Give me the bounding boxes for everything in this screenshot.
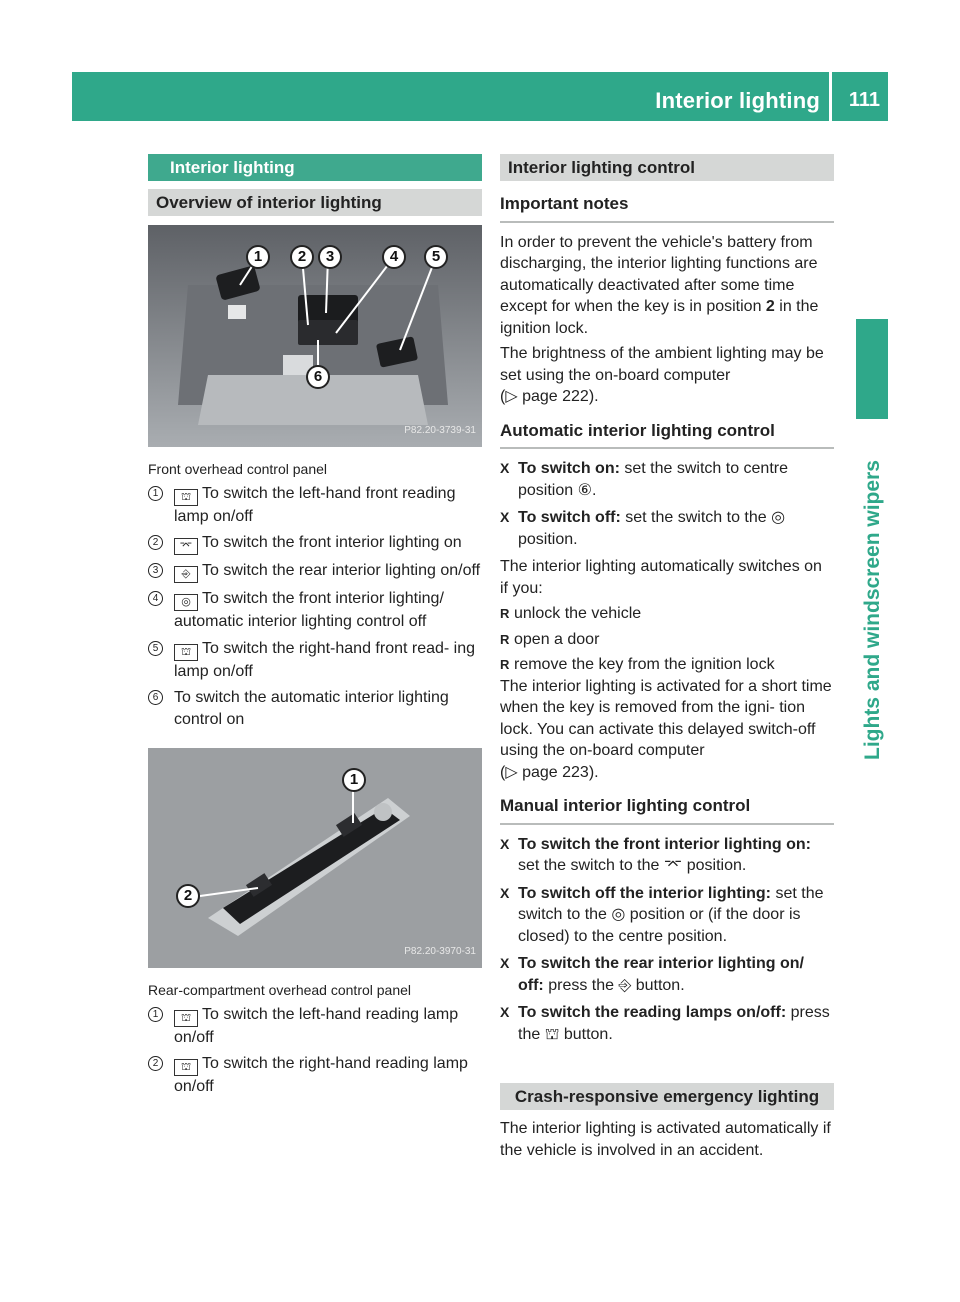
- callout-5: 5: [424, 245, 448, 269]
- step-item: X To switch the reading lamps on/off: press the ⛫ button.: [500, 1004, 830, 1043]
- page-header: [72, 72, 888, 121]
- callout-2: 2: [290, 245, 314, 269]
- front-overhead-panel-photo: [148, 225, 482, 447]
- callout-1: 1: [246, 245, 270, 269]
- rear-overhead-panel-photo: [148, 748, 482, 968]
- important-paragraph-2: The brightness of the ambient lighting may be set using the on-board computer (▷ page 222).: [500, 345, 824, 405]
- legend-item: 5 ⛫ To switch the right-hand front read- ing lamp on/off: [148, 638, 482, 683]
- callout-3: 3: [318, 245, 342, 269]
- photo-code: P82.20-3739-31: [404, 424, 476, 436]
- page-reference-link[interactable]: (▷ page 223).: [500, 763, 599, 781]
- reading-lamp-icon: ⛫: [174, 489, 198, 506]
- page-reference-link[interactable]: (▷ page 222).: [500, 388, 599, 405]
- important-paragraph-1: In order to prevent the vehicle's battery from discharging, the interior lighting functions are automatically deactivated after some time except for when the key is in position 2 in the ignition lock.: [500, 233, 819, 337]
- auto-paragraph-2: The interior lighting is activated for a short time when the key is removed from the igni- tion lock. You can activate this delayed switch-off using the on-board computer (▷ page 223).: [500, 677, 832, 781]
- legend-front-panel: [148, 483, 482, 731]
- step-item: X To switch off: set the switch to the ◎ position.: [500, 509, 786, 548]
- right-column: [500, 154, 834, 1161]
- step-item: X To switch off the interior lighting: set the switch to the ◎ position or (if the door is closed) to the centre position.: [500, 884, 824, 945]
- chapter-label: Lights and windscreen wipers: [861, 460, 884, 760]
- legend-item: 1 ⛫ To switch the left-hand reading lamp on/off: [148, 1004, 482, 1049]
- light-off-icon: ◎: [174, 594, 198, 611]
- step-item: X To switch the front interior lighting on: set the switch to the ⌤ position.: [500, 835, 811, 874]
- callout-6: 6: [306, 365, 330, 389]
- chapter-tab: [856, 319, 888, 419]
- legend-item: 2 ⛫ To switch the right-hand reading lamp on/off: [148, 1053, 482, 1098]
- step-item: X To switch on: set the switch to centre position ⑥.: [500, 460, 788, 499]
- section-title-interior-lighting: Interior lighting: [148, 154, 482, 181]
- reading-lamp-icon: ⛫: [174, 1059, 198, 1076]
- heading-automatic-control: Automatic interior lighting control: [500, 420, 834, 450]
- subsection-title-overview: Overview of interior lighting: [148, 189, 482, 216]
- legend-item: 2 ⌤ To switch the front interior lighting on: [148, 532, 482, 555]
- rear-light-icon: ⎆: [174, 566, 198, 583]
- bullet-item: R remove the key from the ignition lock: [500, 656, 775, 673]
- callout-1: 1: [342, 768, 366, 792]
- legend-item: 3 ⎆ To switch the rear interior lighting on/off: [148, 560, 482, 583]
- caption-rear-panel: Rear-compartment overhead control panel: [148, 982, 412, 998]
- reading-lamp-icon: ⛫: [174, 1010, 198, 1027]
- callout-2: 2: [176, 884, 200, 908]
- photo-code: P82.20-3970-31: [404, 945, 476, 957]
- heading-manual-control: Manual interior lighting control: [500, 795, 834, 825]
- legend-item: 6 To switch the automatic interior lighting control on: [148, 687, 482, 730]
- bullet-item: R open a door: [500, 630, 600, 648]
- left-column: [148, 154, 482, 1098]
- caption-front-panel: Front overhead control panel: [148, 461, 327, 477]
- legend-item: 4 ◎ To switch the front interior lighting/ automatic interior lighting control off: [148, 588, 482, 633]
- rear-panel-illustration: [148, 748, 482, 968]
- legend-item: 1 ⛫ To switch the left-hand front reading lamp on/off: [148, 483, 482, 528]
- reading-lamp-icon: ⛫: [174, 644, 198, 661]
- header-separator: [829, 72, 832, 121]
- header-title: Interior lighting: [655, 88, 820, 113]
- step-item: X To switch the rear interior lighting on/ off: press the ⎆ button.: [500, 955, 804, 994]
- heading-important-notes: Important notes: [500, 193, 834, 223]
- crash-paragraph: The interior lighting is activated automatically if the vehicle is involved in an accident.: [500, 1120, 831, 1159]
- legend-rear-panel: [148, 1004, 482, 1098]
- bullet-item: R unlock the vehicle: [500, 605, 642, 622]
- section-title-crash-lighting: Crash-responsive emergency lighting: [500, 1083, 834, 1110]
- callout-4: 4: [382, 245, 406, 269]
- section-title-interior-lighting-control: Interior lighting control: [500, 154, 834, 181]
- page-number: 111: [848, 89, 880, 111]
- auto-paragraph: The interior lighting automatically switches on if you:: [500, 558, 822, 597]
- front-light-icon: ⌤: [174, 538, 198, 555]
